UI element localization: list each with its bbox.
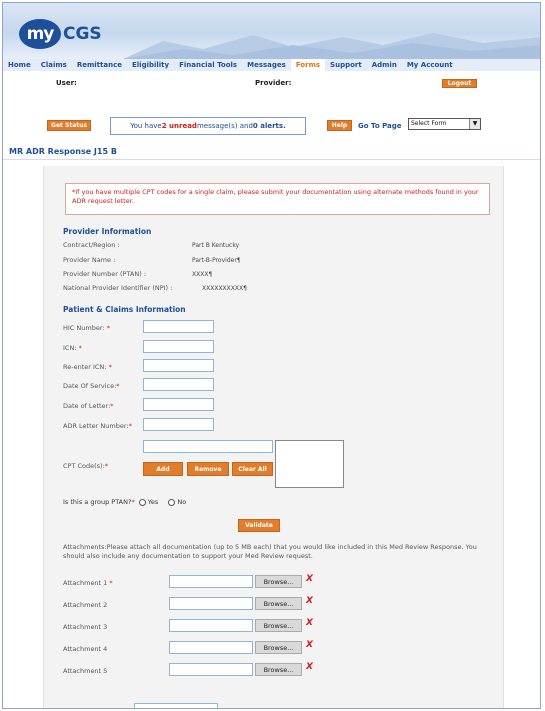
add-cpt-button[interactable]: Add <box>143 462 183 476</box>
icn-input[interactable] <box>143 340 214 353</box>
attachment-2-label: Attachment 2 <box>63 601 108 609</box>
ptan-value: XXXX¶ <box>192 271 213 278</box>
attachment-5-browse-button[interactable]: Browse... <box>255 663 302 676</box>
ptan-label: Provider Number (PTAN) : <box>63 270 147 278</box>
reenter-icn-label-text: Re-enter ICN: <box>63 363 107 371</box>
attachment-3-browse-button[interactable]: Browse... <box>255 619 302 632</box>
no-radio[interactable] <box>168 499 175 506</box>
nav-claims[interactable]: Claims <box>40 61 67 69</box>
nav-forms[interactable]: Forms <box>291 59 325 71</box>
reenter-icn-input[interactable] <box>143 359 214 372</box>
hic-number-label-text: HIC Number: <box>63 324 105 332</box>
nav-messages[interactable]: Messages <box>247 61 286 69</box>
validate-button[interactable]: Validate <box>238 519 280 532</box>
alerts-count: 0 alerts. <box>252 122 286 130</box>
form-select-value: Select Form <box>411 120 447 127</box>
mountain-graphic <box>123 27 541 59</box>
page-title: MR ADR Response J15 B <box>9 147 117 156</box>
attachment-3-input[interactable] <box>169 619 253 632</box>
attachment-2-browse-button[interactable]: Browse... <box>255 597 302 610</box>
attachment-1-browse-button[interactable]: Browse... <box>255 575 302 588</box>
unread-count: 2 unread <box>161 122 197 130</box>
goto-page-label: Go To Page <box>358 122 402 130</box>
adr-letter-number-label: ADR Letter Number:* <box>63 422 132 430</box>
header-banner <box>3 3 541 59</box>
attachment-4-label: Attachment 4 <box>63 645 108 653</box>
date-of-letter-label-text: Date of Letter: <box>63 402 111 410</box>
divider <box>3 159 541 160</box>
provider-name-label: Provider Name : <box>63 256 116 264</box>
nav-home[interactable]: Home <box>8 61 31 69</box>
mycgs-logo[interactable] <box>19 19 102 49</box>
icn-label: ICN: * <box>63 344 82 352</box>
additional-input[interactable] <box>134 703 218 709</box>
nav-remittance[interactable]: Remittance <box>76 61 122 69</box>
date-of-service-label-text: Date Of Service: <box>63 382 117 390</box>
attachment-2-input[interactable] <box>169 597 253 610</box>
npi-value: XXXXXXXXXX¶ <box>202 285 247 292</box>
group-ptan-question: Is this a group PTAN?* Yes No <box>63 498 187 506</box>
attachments-note: Attachments:Please attach all documentation (up to 5 MB each) that you would like included in this Med Review Response. You should also include any documentation to support your Med Review request. <box>63 543 477 560</box>
cpt-codes-label: CPT Code(s):* <box>63 462 109 470</box>
nav-eligibility[interactable]: Eligibility <box>131 61 170 69</box>
yes-label: Yes <box>147 498 159 506</box>
adr-letter-number-input[interactable] <box>143 418 214 431</box>
user-label: User: <box>56 79 77 87</box>
date-of-letter-label: Date of Letter:* <box>63 402 114 410</box>
cpt-codes-label-text: CPT Code(s): <box>63 462 105 470</box>
logout-button[interactable]: Logout <box>442 79 477 88</box>
help-button[interactable]: Help <box>327 120 352 131</box>
attachment-3-label: Attachment 3 <box>63 623 108 631</box>
yes-radio[interactable] <box>139 499 146 506</box>
provider-name-value: Part-B-Provider¶ <box>192 257 241 264</box>
form-select[interactable] <box>408 118 481 130</box>
nav-my-account[interactable]: My Account <box>406 61 453 69</box>
date-of-service-input[interactable] <box>143 378 214 391</box>
x-icon[interactable]: X <box>306 596 313 606</box>
reenter-icn-label: Re-enter ICN: * <box>63 363 112 371</box>
nav-financial-tools[interactable]: Financial Tools <box>179 61 238 69</box>
hic-number-input[interactable] <box>143 320 214 333</box>
clear-all-cpt-button[interactable]: Clear All <box>232 462 273 476</box>
remove-cpt-button[interactable]: Remove <box>187 462 229 476</box>
adr-letter-number-label-text: ADR Letter Number: <box>63 422 129 430</box>
get-status-button[interactable]: Get Status <box>47 120 91 131</box>
cpt-code-list[interactable] <box>275 440 344 488</box>
form-panel <box>43 166 504 709</box>
message-notice[interactable] <box>110 117 306 135</box>
msg-middle: message(s) and <box>196 122 253 130</box>
contract-region-value: Part B Kentucky <box>192 242 240 249</box>
nav-admin[interactable]: Admin <box>371 61 397 69</box>
hic-number-label: HIC Number: * <box>63 324 110 332</box>
cpt-notice: *If you have multiple CPT codes for a single claim, please submit your documentation using alternate methods found in your ADR request letter. <box>65 183 490 215</box>
attachment-4-input[interactable] <box>169 641 253 654</box>
no-label: No <box>177 498 187 506</box>
group-ptan-label-text: Is this a group PTAN? <box>63 498 132 506</box>
patient-info-title: Patient & Claims Information <box>63 305 186 314</box>
page-frame <box>2 2 541 709</box>
npi-label: National Provider Identifier (NPI) : <box>63 284 173 292</box>
provider-info-title: Provider Information <box>63 227 152 236</box>
attachment-1-label-text: Attachment 1 <box>63 579 108 587</box>
x-icon[interactable]: X <box>306 662 313 672</box>
provider-label: Provider: <box>255 79 292 87</box>
attachment-5-input[interactable] <box>169 663 253 676</box>
x-icon[interactable]: X <box>306 618 313 628</box>
main-nav <box>3 59 541 71</box>
msg-prefix: You have <box>130 122 162 130</box>
attachment-1-label: Attachment 1 * <box>63 579 113 587</box>
attachment-5-label: Attachment 5 <box>63 667 108 675</box>
date-of-letter-input[interactable] <box>143 398 214 411</box>
logo-cgs: CGS <box>63 24 102 44</box>
attachment-4-browse-button[interactable]: Browse... <box>255 641 302 654</box>
chevron-down-icon[interactable]: ▼ <box>469 119 480 129</box>
logo-my: my <box>19 19 61 49</box>
date-of-service-label: Date Of Service:* <box>63 382 120 390</box>
icn-label-text: ICN: <box>63 344 77 352</box>
x-icon[interactable]: X <box>306 574 313 584</box>
user-bar <box>3 73 541 93</box>
contract-region-label: Contract/Region : <box>63 241 120 249</box>
x-icon[interactable]: X <box>306 640 313 650</box>
cpt-code-input[interactable] <box>143 440 273 453</box>
nav-support[interactable]: Support <box>330 61 362 69</box>
attachment-1-input[interactable] <box>169 575 253 588</box>
